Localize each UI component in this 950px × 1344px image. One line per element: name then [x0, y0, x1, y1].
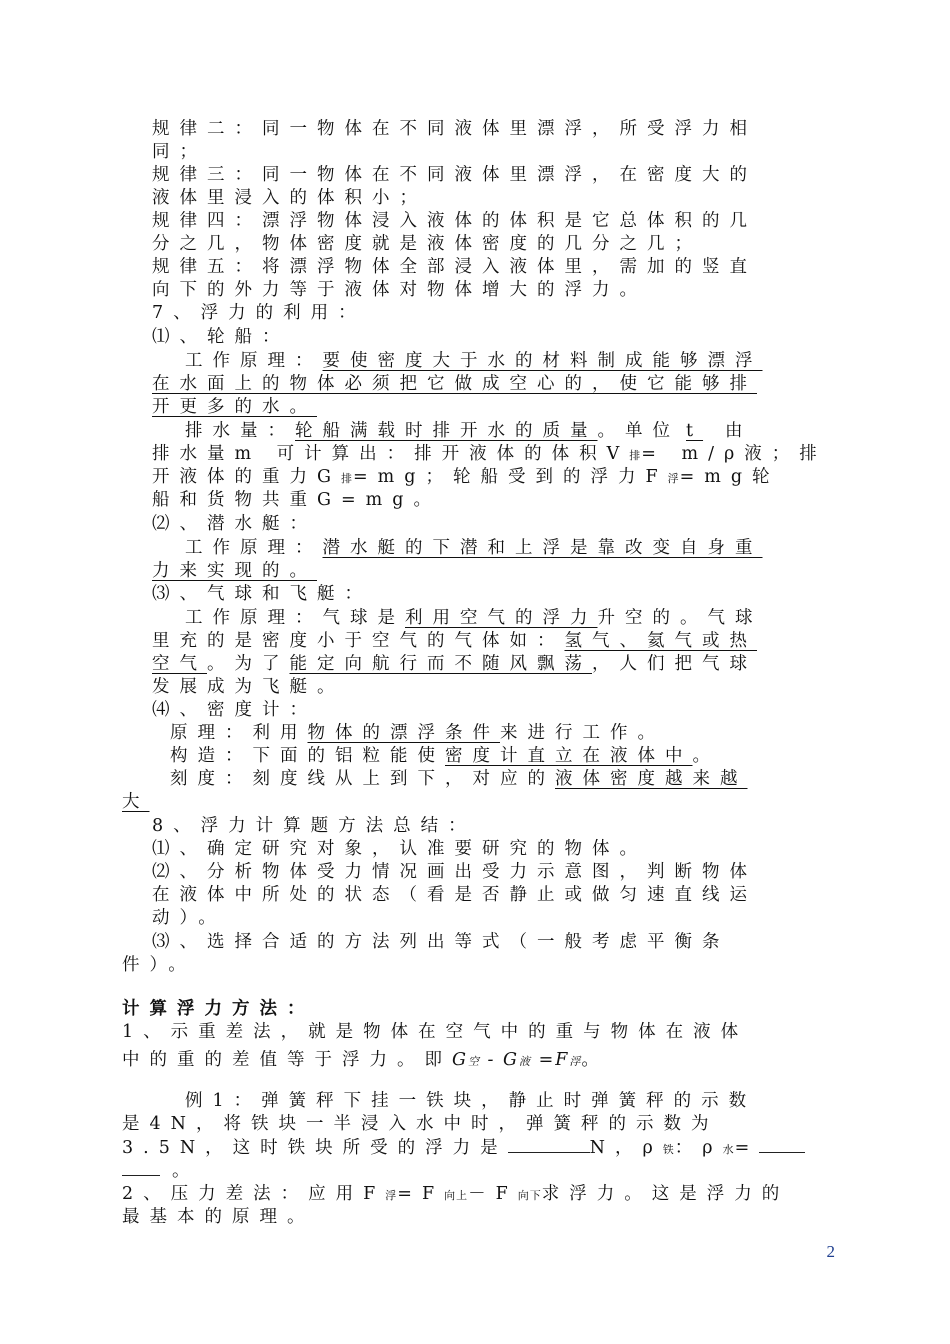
submarine-principle-line-2 [152, 560, 317, 582]
section-8-heading [152, 815, 476, 837]
submarine-principle-line-1 [185, 537, 763, 559]
text: 。 [692, 746, 720, 766]
text: 最基本的原理。 [122, 1207, 315, 1227]
text: 规律二：同一物体在不同液体里漂浮，所受浮力相 [152, 119, 757, 139]
method-step-2-line-3 [152, 907, 226, 929]
text: 原理：利用 [170, 723, 308, 743]
text: 升空的。气球 [597, 608, 763, 628]
label: 工作原理： [185, 351, 323, 371]
hydrometer-scale-line-2 [122, 791, 168, 813]
balloon-heading [152, 583, 372, 605]
underlined-answer: 要使密度大于水的材料制成能够漂浮 [322, 351, 763, 371]
label: 排水量： [185, 421, 295, 441]
page-number: 2 [826, 1242, 835, 1261]
subscript: 水 [722, 1143, 735, 1156]
text: 在液体中所处的状态（看是否静止或做匀速直线运 [152, 885, 757, 905]
balloon-principle-line-4 [152, 676, 345, 698]
calc-method-2-line-1 [122, 1183, 789, 1207]
hydrometer-heading [152, 699, 317, 721]
underlined-answer: 利用空气的浮力 [405, 608, 598, 628]
text: ：ρ [674, 1138, 723, 1158]
text: 计算浮力方法： [122, 999, 315, 1019]
underlined-answer: 密度计直立在液体中 [445, 746, 693, 766]
balloon-principle-line-1 [185, 607, 763, 629]
text: 由 [725, 421, 753, 441]
text: 构造：下面的铝粒能使 [170, 746, 445, 766]
rule-five-line-1 [152, 256, 757, 278]
balloon-principle-line-3 [152, 653, 757, 675]
displacement-line-2 [152, 443, 827, 467]
underlined-answer: 氢气、氦气或热 [564, 631, 757, 651]
text: 。 [581, 1050, 609, 1070]
underlined-answer: 轮船满载时排开水的质量 [295, 421, 598, 441]
subscript: 向下 [517, 1189, 542, 1202]
text: 动）。 [152, 908, 226, 928]
text: －F [468, 1184, 518, 1204]
text: =mg轮 [679, 467, 780, 487]
text: ⑶、选择合适的方法列出等式（一般考虑平衡条 [152, 932, 730, 952]
displacement-line-1 [185, 420, 753, 442]
example-1-line-3 [122, 1136, 805, 1161]
text: 规律三：同一物体在不同液体里漂浮，在密度大的 [152, 165, 757, 185]
text: 开液体的重力G [152, 467, 341, 487]
displacement-line-4 [152, 489, 441, 511]
subscript: 浮 [385, 1189, 398, 1202]
ship-principle-line-2 [152, 373, 757, 395]
text: 船和货物共重G=mg。 [152, 490, 441, 510]
text: =mg；轮船受到的浮力F [352, 467, 668, 487]
underlined-answer: 潜水艇的下潜和上浮是靠改变自身重 [322, 538, 763, 558]
unit-answer: t [686, 421, 704, 441]
formula-g: G [452, 1050, 468, 1070]
text: 例1：弹簧秤下挂一铁块，静止时弹簧秤的示数 [185, 1091, 757, 1111]
hydrometer-scale-line-1 [170, 768, 748, 790]
hydrometer-structure [170, 745, 720, 767]
formula-f: =F [531, 1050, 570, 1070]
subscript: 铁 [662, 1143, 675, 1156]
underlined-answer: 在水面上的物体必须把它做成空心的，使它能够排 [152, 374, 757, 394]
method-step-3-line-2 [122, 954, 196, 976]
text: 来进行工作。 [500, 723, 665, 743]
text: ⑵、潜水艇： [152, 514, 317, 534]
text: ⑴、确定研究对象，认准要研究的物体。 [152, 839, 647, 859]
example-1-line-2 [122, 1113, 718, 1135]
formula-g: - G [479, 1050, 520, 1070]
text: 。为了 [207, 654, 290, 674]
formula [452, 1050, 581, 1070]
text: 是4N，将铁块一半浸入水中时，弹簧秤的示数为 [122, 1114, 719, 1134]
calc-method-2-line-2 [122, 1206, 315, 1228]
text: = [734, 1138, 760, 1158]
rule-three-line-2 [152, 187, 427, 209]
underlined-answer: 空气 [152, 654, 207, 674]
subscript: 浮 [569, 1055, 582, 1068]
text: 3.5N，这时铁块所受的浮力是 [122, 1138, 508, 1158]
text: 工作原理：气球是 [185, 608, 405, 628]
ship-principle-line-3 [152, 396, 317, 418]
rule-three-line-1 [152, 164, 757, 186]
text: 7、浮力的利用： [152, 303, 366, 323]
section-7-heading [152, 302, 366, 324]
underlined-answer: 物体的漂浮条件 [307, 723, 500, 743]
text: 向下的外力等于液体对物体增大的浮力。 [152, 280, 647, 300]
method-step-3-line-1 [152, 931, 730, 953]
submarine-heading [152, 513, 317, 535]
text: 8、浮力计算题方法总结： [152, 816, 476, 836]
text: 里充的是密度小于空气的气体如： [152, 631, 565, 651]
text: ⑴、轮船： [152, 327, 290, 347]
underlined-answer: 大 [122, 792, 150, 812]
text: 发展成为飞艇。 [152, 677, 345, 697]
method-step-1 [152, 838, 647, 860]
ship-principle-line-1 [185, 350, 763, 372]
text: N，ρ [589, 1138, 663, 1158]
hydrometer-principle [170, 722, 665, 744]
rule-two-line-1 [152, 118, 757, 140]
subscript: 排 [629, 449, 642, 462]
answer-blank-buoyancy[interactable] [508, 1136, 590, 1153]
text: 规律五：将漂浮物体全部浸入液体里，需加的竖直 [152, 257, 757, 277]
text: 排水量m 可计算出：排开液体的体积V [152, 444, 630, 464]
text: 同； [152, 142, 207, 162]
text: 刻度：刻度线从上到下，对应的 [170, 769, 555, 789]
text: 规律四：漂浮物体浸入液体的体积是它总体积的几 [152, 211, 757, 231]
label: 工作原理： [185, 538, 323, 558]
method-step-2-line-2 [152, 884, 757, 906]
displacement-line-3 [152, 466, 780, 490]
text: =F [397, 1184, 445, 1204]
subscript: 液 [519, 1055, 532, 1068]
method-step-2-line-1 [152, 861, 757, 883]
text: 求浮力。这是浮力的 [541, 1184, 790, 1204]
text: 中的重的差值等于浮力。即 [122, 1050, 452, 1070]
rule-two-line-2 [152, 141, 207, 163]
underlined-answer: 力来实现的。 [152, 561, 317, 581]
subscript: 排 [340, 472, 353, 485]
calc-method-1-line-1 [122, 1021, 748, 1043]
text: ⑶、气球和飞艇： [152, 584, 372, 604]
underlined-answer: 液体密度越来越 [555, 769, 748, 789]
text: ⑷、密度计： [152, 700, 317, 720]
example-1-line-4 [122, 1159, 200, 1182]
text: 2、压力差法：应用F [122, 1184, 386, 1204]
text: 。单位 [597, 421, 680, 441]
subscript: 向上 [444, 1189, 469, 1202]
ship-heading [152, 326, 290, 348]
text: 1、示重差法，就是物体在空气中的重与物体在液体 [122, 1022, 749, 1042]
rule-five-line-2 [152, 279, 647, 301]
text: 件）。 [122, 955, 196, 975]
subscript: 空 [467, 1055, 480, 1068]
rule-four-line-2 [152, 233, 702, 255]
text: = m/ρ液；排 [641, 444, 827, 464]
underlined-answer: 能定向航行而不随风飘荡 [289, 654, 592, 674]
text: 液体里浸入的体积小； [152, 188, 427, 208]
example-1-line-1 [185, 1090, 756, 1112]
answer-blank-density-ratio[interactable] [759, 1136, 805, 1153]
text: ⑵、分析物体受力情况画出受力示意图，判断物体 [152, 862, 757, 882]
underlined-answer: 开更多的水。 [152, 397, 317, 417]
rule-four-line-1 [152, 210, 757, 232]
calc-methods-heading [122, 998, 315, 1020]
text: ，人们把气球 [592, 654, 757, 674]
calc-method-1-line-2 [122, 1049, 609, 1073]
balloon-principle-line-2 [152, 630, 757, 652]
subscript: 浮 [667, 472, 680, 485]
text: 。 [172, 1161, 200, 1181]
text: 分之几，物体密度就是液体密度的几分之几； [152, 234, 702, 254]
answer-blank-density-ratio-cont[interactable] [122, 1159, 160, 1176]
